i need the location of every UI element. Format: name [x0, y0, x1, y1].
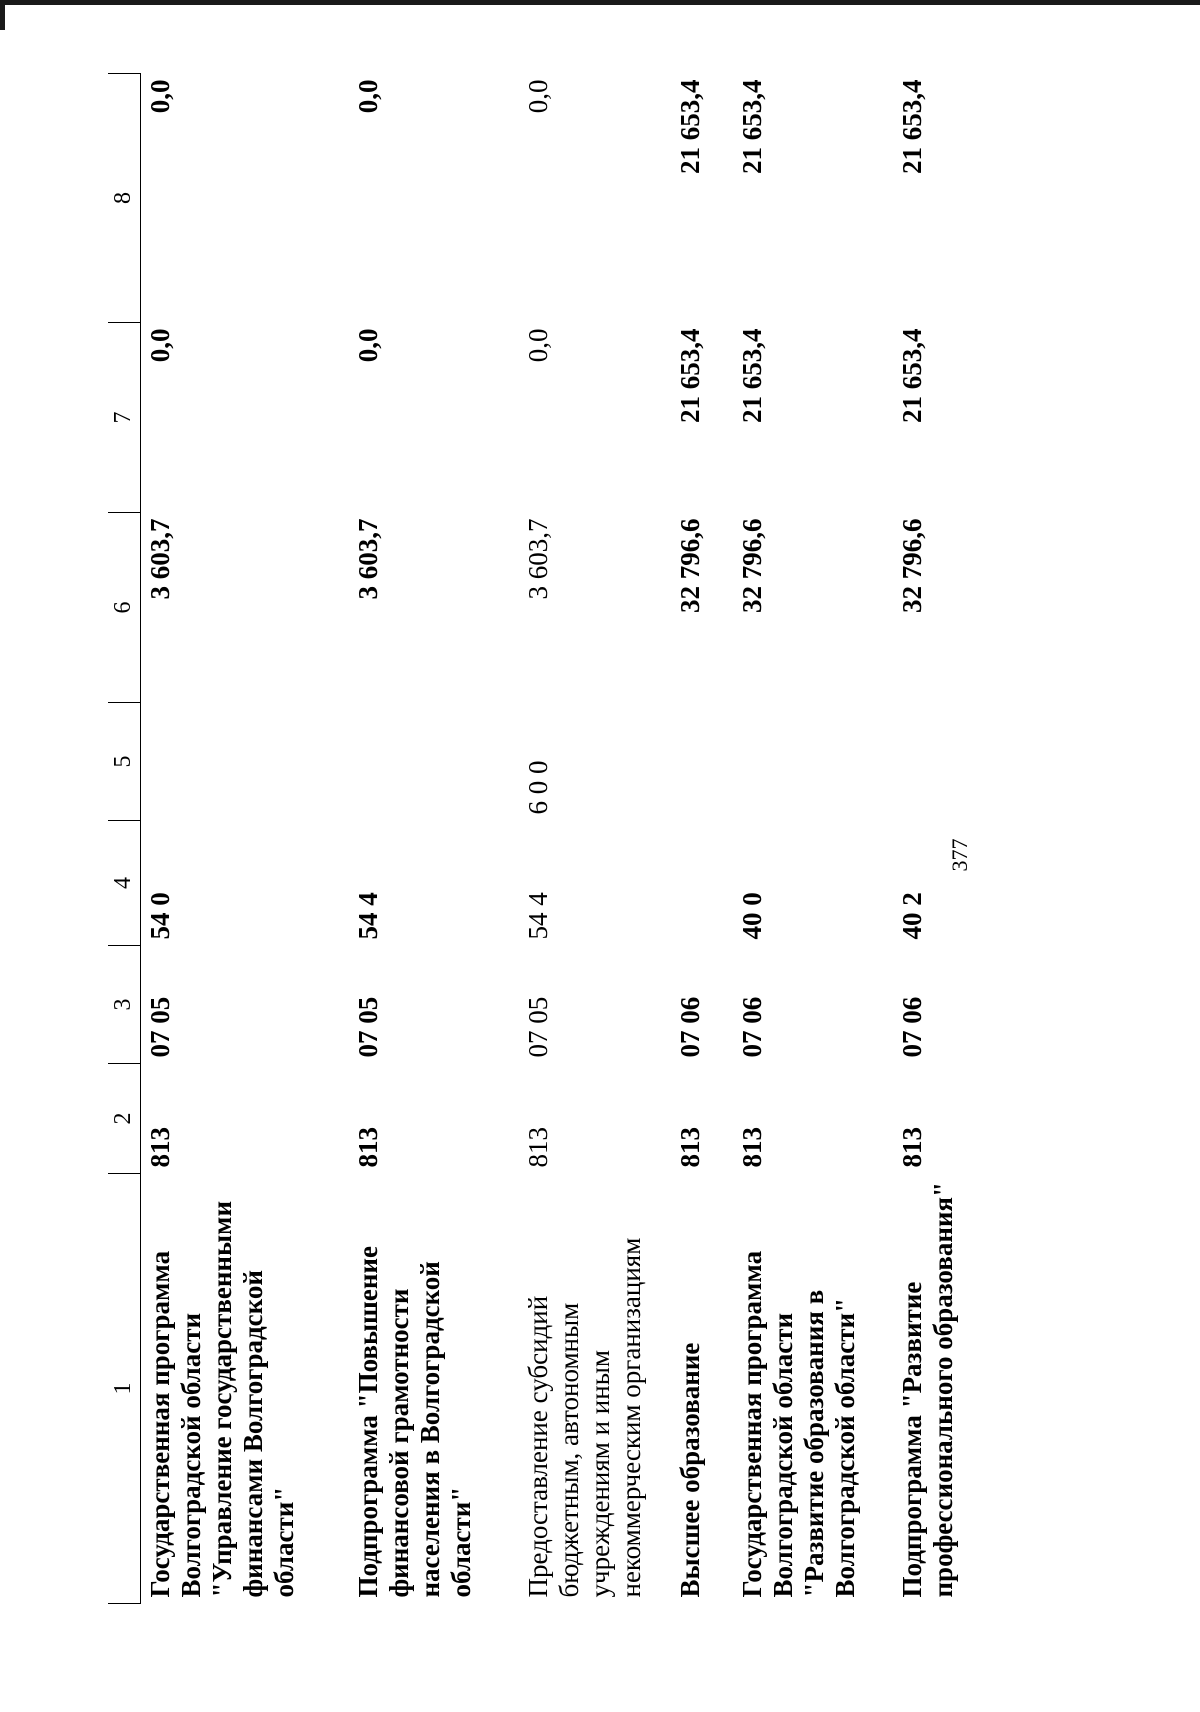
table-row	[733, 74, 893, 1604]
table-row	[893, 74, 1025, 1604]
scan-border-corner	[0, 0, 5, 30]
amount-column-6: 32 796,6	[736, 518, 767, 613]
amount-column-7: 21 653,4	[674, 328, 705, 423]
amount-column-6: 3 603,7	[522, 518, 553, 600]
ministry-code: 813	[736, 1127, 767, 1168]
ministry-code: 813	[352, 1127, 383, 1168]
program-code: 54 0	[145, 892, 175, 940]
column-header: 7	[108, 323, 141, 513]
amount-column-7: 21 653,4	[896, 328, 927, 423]
expense-type-code	[671, 703, 733, 821]
table-row	[349, 74, 519, 1604]
amount-column-8: 21 653,4	[896, 79, 927, 174]
column-header: 2	[108, 1064, 141, 1174]
section-code: 07 06	[736, 996, 767, 1058]
table-row	[141, 74, 349, 1604]
expense-type-code: 6 0 0	[522, 760, 553, 815]
amount-column-7: 0,0	[352, 328, 383, 363]
ministry-code: 813	[522, 1127, 553, 1168]
row-description: Подпрограмма "Развитие профессионального образования"	[896, 1181, 958, 1598]
table-row	[671, 74, 733, 1604]
row-description: Государственная программа Волгоградской области "Развитие образования в Волгоградской области"	[736, 1250, 860, 1598]
amount-column-7: 0,0	[522, 328, 553, 363]
section-code: 07 05	[352, 996, 383, 1058]
column-header: 8	[108, 74, 141, 323]
row-description: Государственная программа Волгоградской области "Управление государственными финансами Волгоградской области"	[145, 1200, 300, 1598]
table-row	[519, 74, 671, 1604]
amount-column-8: 0,0	[352, 79, 383, 114]
amount-column-8: 21 653,4	[674, 79, 705, 174]
rotated-page-content	[108, 74, 1198, 1604]
program-code: 54 4	[522, 892, 553, 940]
budget-table	[108, 73, 1025, 1604]
expense-type-code	[893, 703, 1025, 821]
row-description: Подпрограмма "Повышение финансовой грамотности населения в Волгоградской области"	[352, 1246, 476, 1598]
amount-column-7: 0,0	[145, 328, 175, 363]
row-description: Предоставление субсидий бюджетным, автономным учреждениям и иным некоммерческим организациям	[522, 1237, 646, 1598]
amount-column-6: 32 796,6	[674, 518, 705, 613]
amount-column-6: 3 603,7	[145, 518, 175, 600]
amount-column-8: 0,0	[522, 79, 553, 114]
section-code: 07 06	[674, 996, 705, 1058]
row-description: Высшее образование	[674, 1342, 705, 1598]
program-code: 40 2	[896, 892, 927, 940]
ministry-code: 813	[674, 1127, 705, 1168]
program-code: 54 4	[352, 892, 383, 940]
column-header: 5	[108, 703, 141, 821]
amount-column-7: 21 653,4	[736, 328, 767, 423]
expense-type-code	[141, 703, 349, 821]
column-header: 1	[108, 1174, 141, 1604]
amount-column-8: 21 653,4	[736, 79, 767, 174]
program-code	[671, 821, 733, 946]
scan-border-top	[0, 0, 1200, 5]
section-code: 07 05	[145, 996, 175, 1058]
expense-type-code	[733, 703, 893, 821]
amount-column-6: 3 603,7	[352, 518, 383, 600]
expense-type-code	[349, 703, 519, 821]
section-code: 07 05	[522, 996, 553, 1058]
section-code: 07 06	[896, 996, 927, 1058]
ministry-code: 813	[145, 1127, 175, 1168]
program-code: 40 0	[736, 892, 767, 940]
column-header: 3	[108, 946, 141, 1064]
column-header: 6	[108, 513, 141, 703]
ministry-code: 813	[896, 1127, 927, 1168]
amount-column-8: 0,0	[145, 79, 175, 114]
amount-column-6: 32 796,6	[896, 518, 927, 613]
column-header: 4	[108, 821, 141, 946]
page-number: 377	[947, 838, 972, 872]
column-number-header-row	[108, 74, 141, 1604]
